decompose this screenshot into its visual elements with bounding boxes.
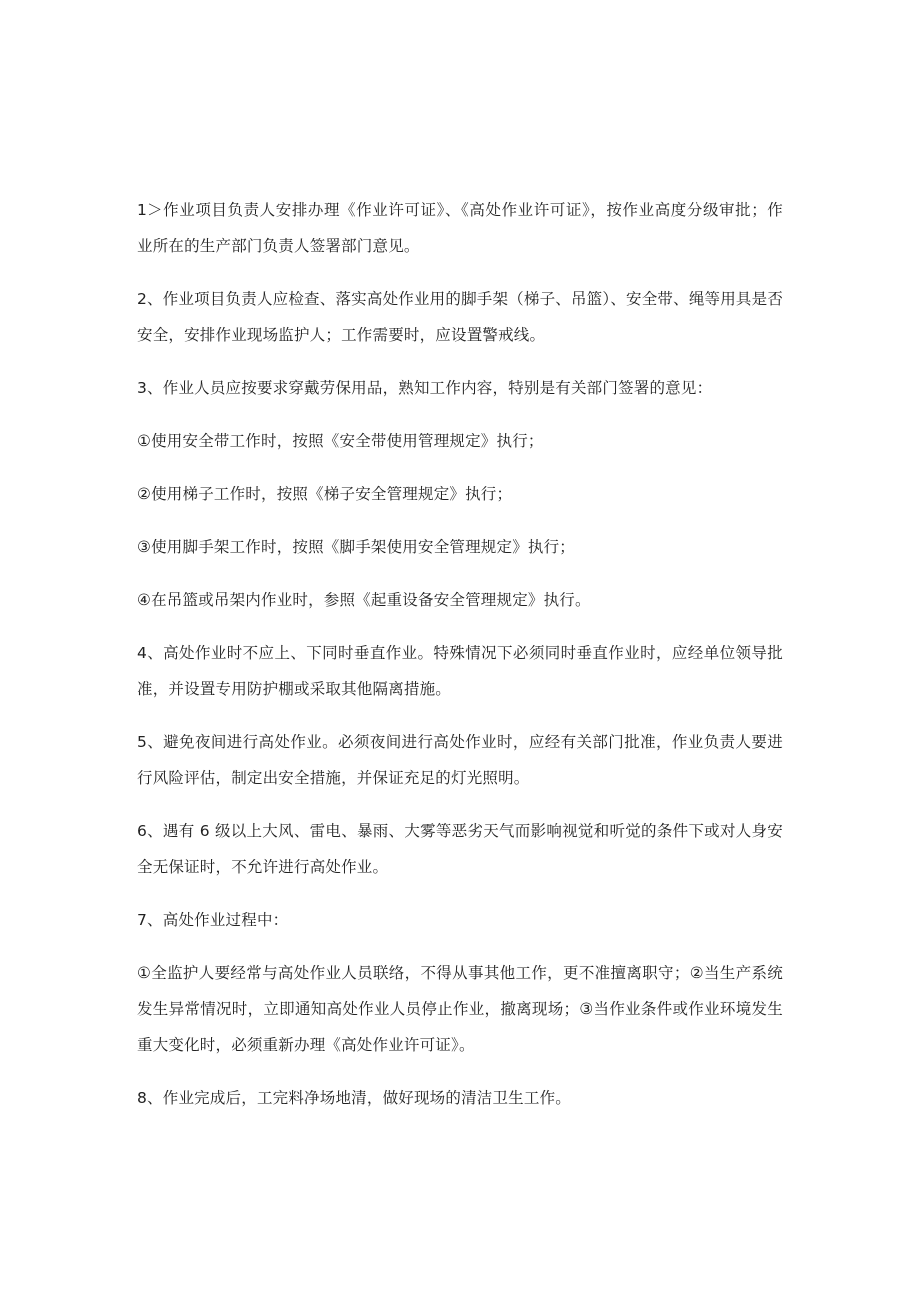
paragraph-5: 5、避免夜间进行高处作业。必须夜间进行高处作业时，应经有关部门批准，作业负责人要进行风险评估，制定出安全措施，并保证充足的灯光照明。 [137,733,783,787]
paragraph-4: 4、高处作业时不应上、下同时垂直作业。特殊情况下必须同时垂直作业时，应经单位领导批准，并设置专用防护棚或采取其他隔离措施。 [137,644,783,698]
paragraph-3-item-1: ①使用安全带工作时，按照《安全带使用管理规定》执行； [137,432,544,450]
paragraph-8: 8、作业完成后，工完料净场地清，做好现场的清洁卫生工作。 [137,1089,571,1107]
paragraph-1: 1＞作业项目负责人安排办理《作业许可证》、《高处作业许可证》，按作业高度分级审批；作业所在的生产部门负责人签署部门意见。 [137,201,783,255]
paragraph-6: 6、遇有 6 级以上大风、雷电、暴雨、大雾等恶劣天气而影响视觉和听觉的条件下或对人身安全无保证时，不允许进行高处作业。 [137,822,783,876]
paragraph-2: 2、作业项目负责人应检查、落实高处作业用的脚手架（梯子、吊篮）、安全带、绳等用具是否安全，安排作业现场监护人；工作需要时，应设置警戒线。 [137,290,784,344]
document-body [137,192,783,1133]
paragraph-7-items: ①全监护人要经常与高处作业人员联络，不得从事其他工作，更不准擅离职守；②当生产系统发生异常情况时，立即通知高处作业人员停止作业，撤离现场；③当作业条件或作业环境发生重大变化时，必须重新办理《高处作业许可证》。 [137,964,783,1054]
paragraph-7: 7、高处作业过程中： [137,911,289,929]
paragraph-3-item-3: ③使用脚手架工作时，按照《脚手架使用安全管理规定》执行； [137,538,575,556]
paragraph-3-item-4: ④在吊篮或吊架内作业时，参照《起重设备安全管理规定》执行。 [137,591,591,609]
paragraph-3: 3、作业人员应按要求穿戴劳保用品，熟知工作内容，特别是有关部门签署的意见： [137,379,713,397]
paragraph-3-item-2: ②使用梯子工作时，按照《梯子安全管理规定》执行； [137,485,513,503]
